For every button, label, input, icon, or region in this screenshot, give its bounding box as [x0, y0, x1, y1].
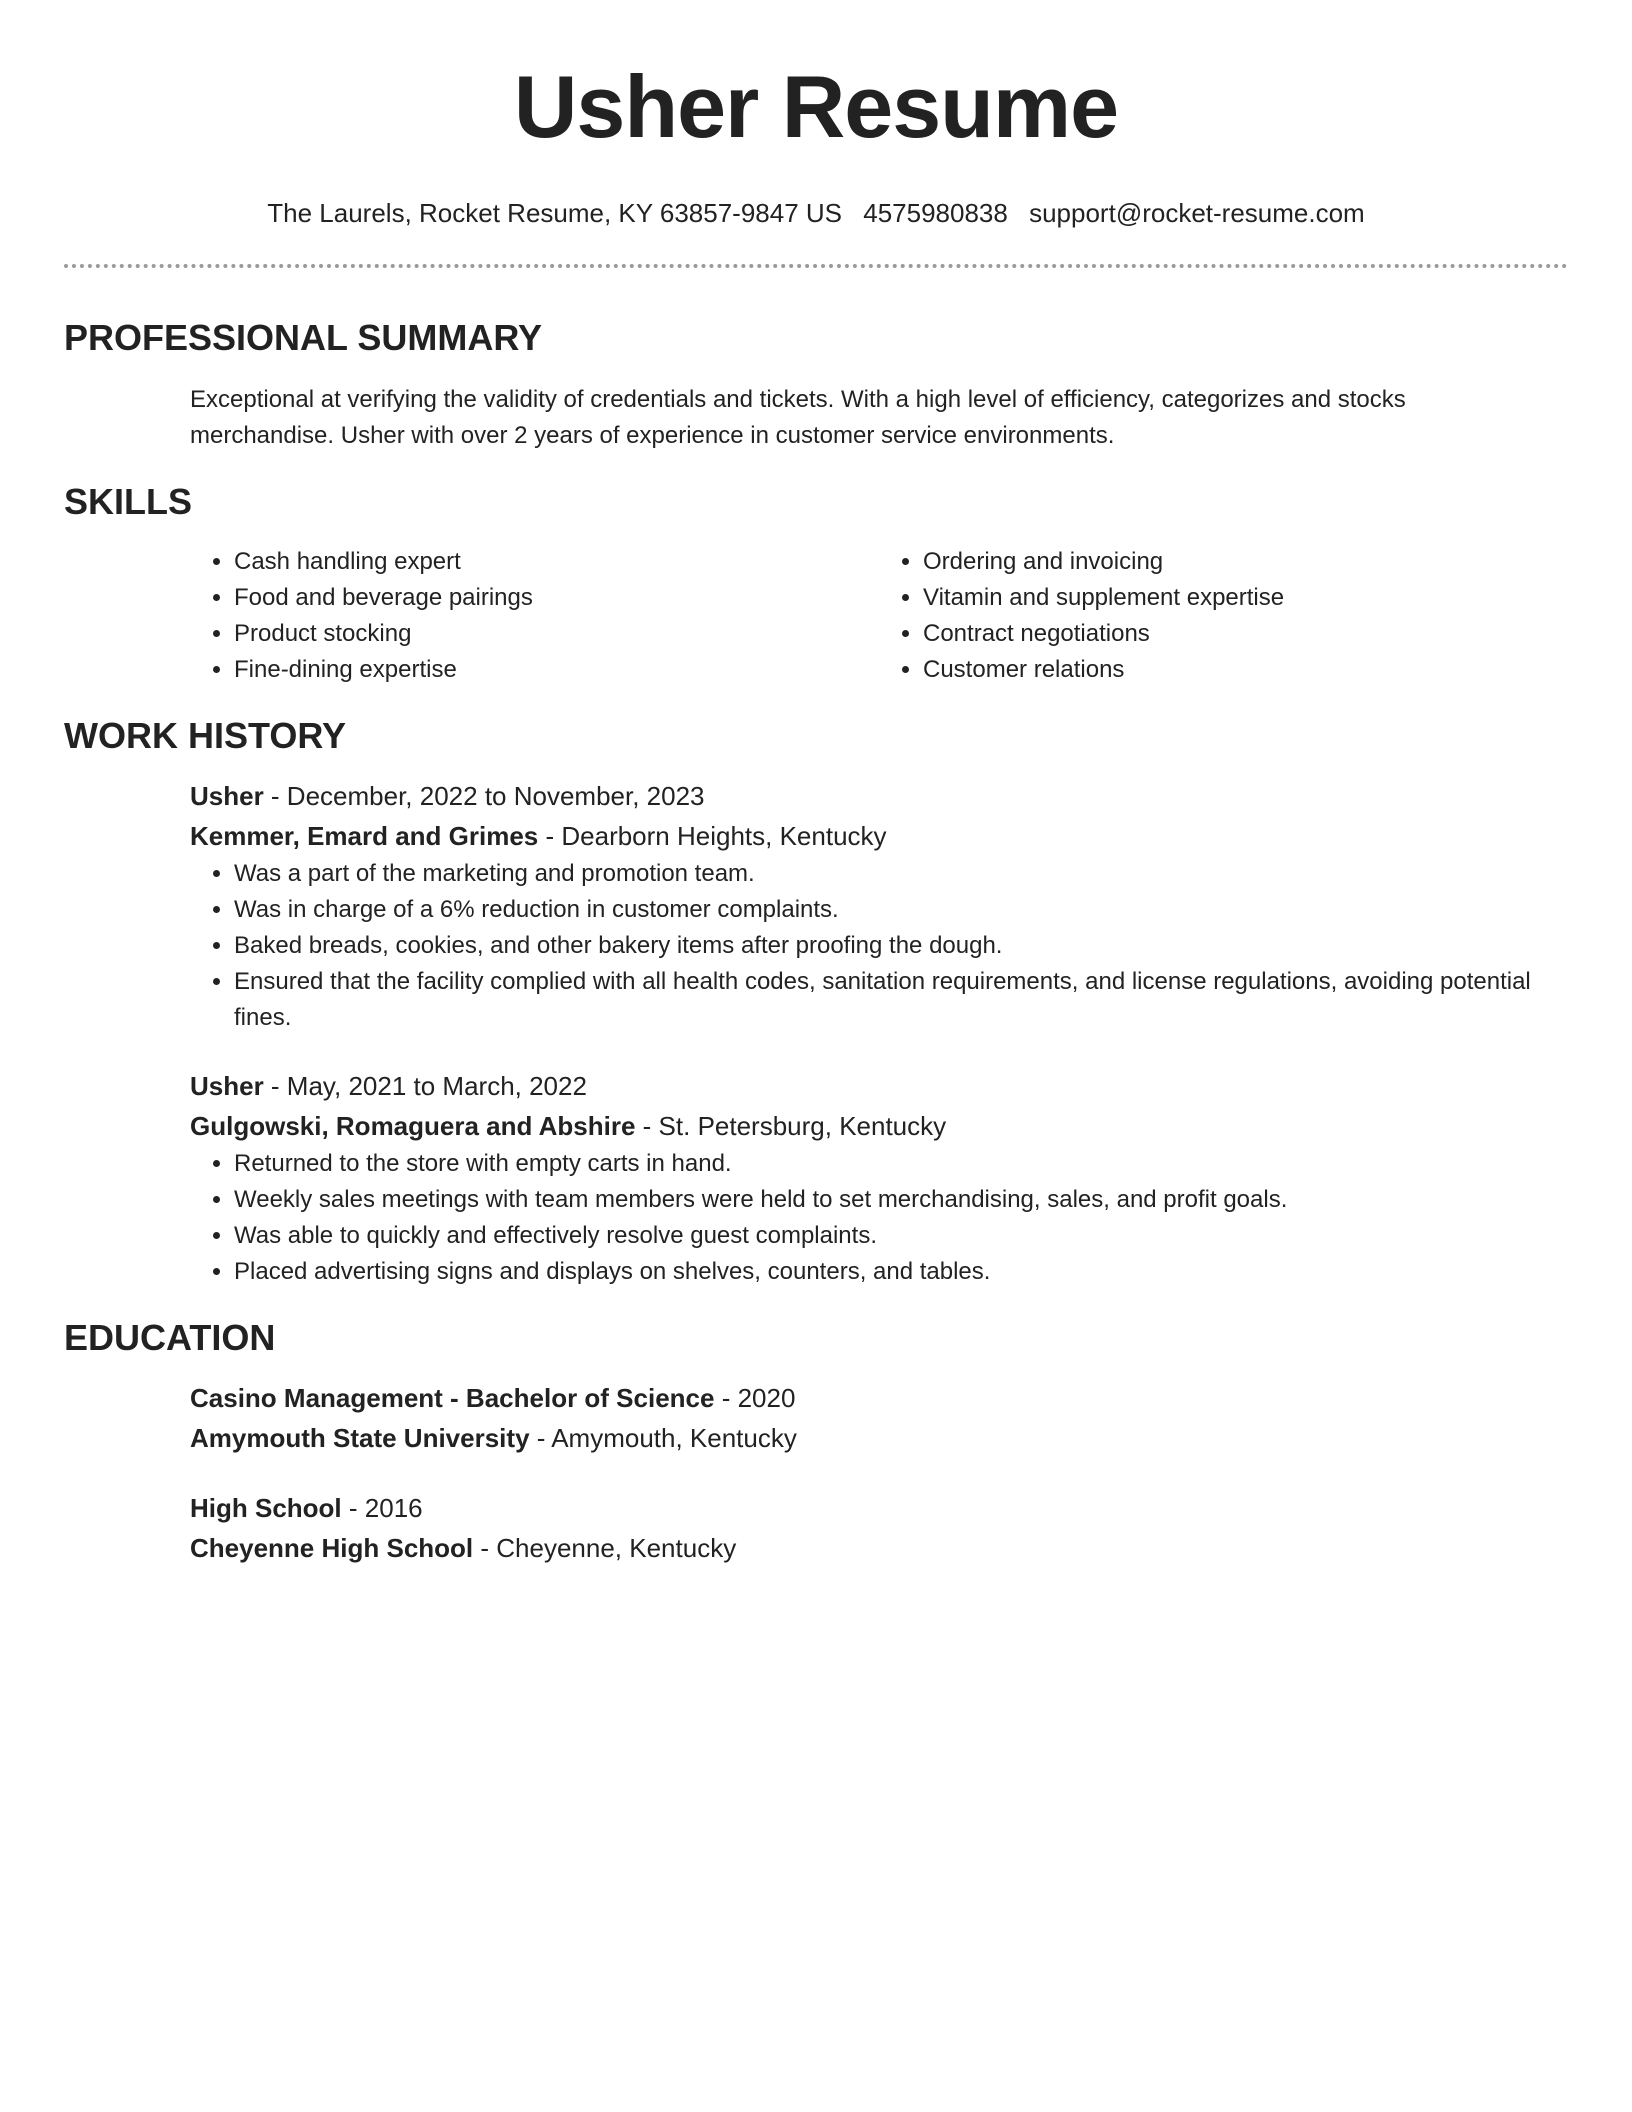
job-role: Usher [190, 781, 264, 811]
education-school: Cheyenne High School [190, 1533, 474, 1563]
skill-item: • Ordering and invoicing [923, 544, 1568, 580]
education-school: Amymouth State University [190, 1423, 530, 1453]
skill-item: • Contract negotiations [923, 616, 1568, 652]
contact-email: support@rocket-resume.com [1029, 198, 1365, 228]
job-duty: • Was a part of the marketing and promotion team. [234, 856, 1568, 892]
job-entry [64, 1066, 1568, 1290]
job-duty: • Was able to quickly and effectively resolve guest complaints. [234, 1218, 1568, 1254]
education-entry [64, 1488, 1568, 1568]
job-duty: • Baked breads, cookies, and other bakery items after proofing the dough. [234, 928, 1568, 964]
education-year: - 2020 [714, 1383, 796, 1413]
contact-line [64, 196, 1568, 230]
skills-heading: SKILLS [64, 481, 193, 522]
skill-item: • Food and beverage pairings [234, 580, 879, 616]
job-title-line [190, 776, 1568, 816]
job-company-line [190, 1106, 1568, 1146]
skill-item: • Vitamin and supplement expertise [923, 580, 1568, 616]
job-duties [190, 1146, 1568, 1290]
header-divider [64, 264, 1568, 268]
skill-item: • Product stocking [234, 616, 879, 652]
job-dates: - May, 2021 to March, 2022 [263, 1071, 587, 1101]
job-duty: • Placed advertising signs and displays on shelves, counters, and tables. [234, 1254, 1568, 1290]
resume-title: Usher Resume [513, 57, 1119, 156]
job-role: Usher [190, 1071, 264, 1101]
job-entry [64, 776, 1568, 1036]
skill-item: • Customer relations [923, 652, 1568, 688]
work-heading: WORK HISTORY [64, 715, 347, 756]
job-company: Gulgowski, Romaguera and Abshire [190, 1111, 636, 1141]
education-location: - Cheyenne, Kentucky [473, 1533, 737, 1563]
job-duty: • Returned to the store with empty carts in hand. [234, 1146, 1568, 1182]
contact-phone: 4575980838 [863, 198, 1008, 228]
job-company: Kemmer, Emard and Grimes [190, 821, 539, 851]
job-location: - St. Petersburg, Kentucky [635, 1111, 947, 1141]
job-title-line [190, 1066, 1568, 1106]
education-entry [64, 1378, 1568, 1458]
job-duty: • Ensured that the facility complied with all health codes, sanitation requirements, and license regulations, avoiding potential fines. [234, 964, 1568, 1036]
summary-text: Exceptional at verifying the validity of credentials and tickets. With a high level of efficiency, categorizes and stocks merchandise. Usher with over 2 years of experience in customer service environments. [190, 386, 1406, 449]
education-degree-line [190, 1488, 1568, 1528]
education-degree-line [190, 1378, 1568, 1418]
education-degree: High School [190, 1493, 342, 1523]
skills-grid [64, 544, 1568, 688]
skills-list-right [879, 544, 1568, 688]
education-degree: Casino Management - Bachelor of Science [190, 1383, 715, 1413]
education-location: - Amymouth, Kentucky [529, 1423, 797, 1453]
job-company-line [190, 816, 1568, 856]
job-location: - Dearborn Heights, Kentucky [538, 821, 887, 851]
education-school-line [190, 1528, 1568, 1568]
job-duties [190, 856, 1568, 1036]
skills-list-left [190, 544, 879, 688]
job-dates: - December, 2022 to November, 2023 [263, 781, 705, 811]
job-duty: • Was in charge of a 6% reduction in customer complaints. [234, 892, 1568, 928]
job-duty: • Weekly sales meetings with team members were held to set merchandising, sales, and profit goals. [234, 1182, 1568, 1218]
summary-heading: PROFESSIONAL SUMMARY [64, 317, 543, 358]
education-year: - 2016 [341, 1493, 423, 1523]
skill-item: • Fine-dining expertise [234, 652, 879, 688]
education-heading: EDUCATION [64, 1317, 276, 1358]
contact-address: The Laurels, Rocket Resume, KY 63857-9847 US [267, 198, 843, 228]
education-school-line [190, 1418, 1568, 1458]
skill-item: • Cash handling expert [234, 544, 879, 580]
